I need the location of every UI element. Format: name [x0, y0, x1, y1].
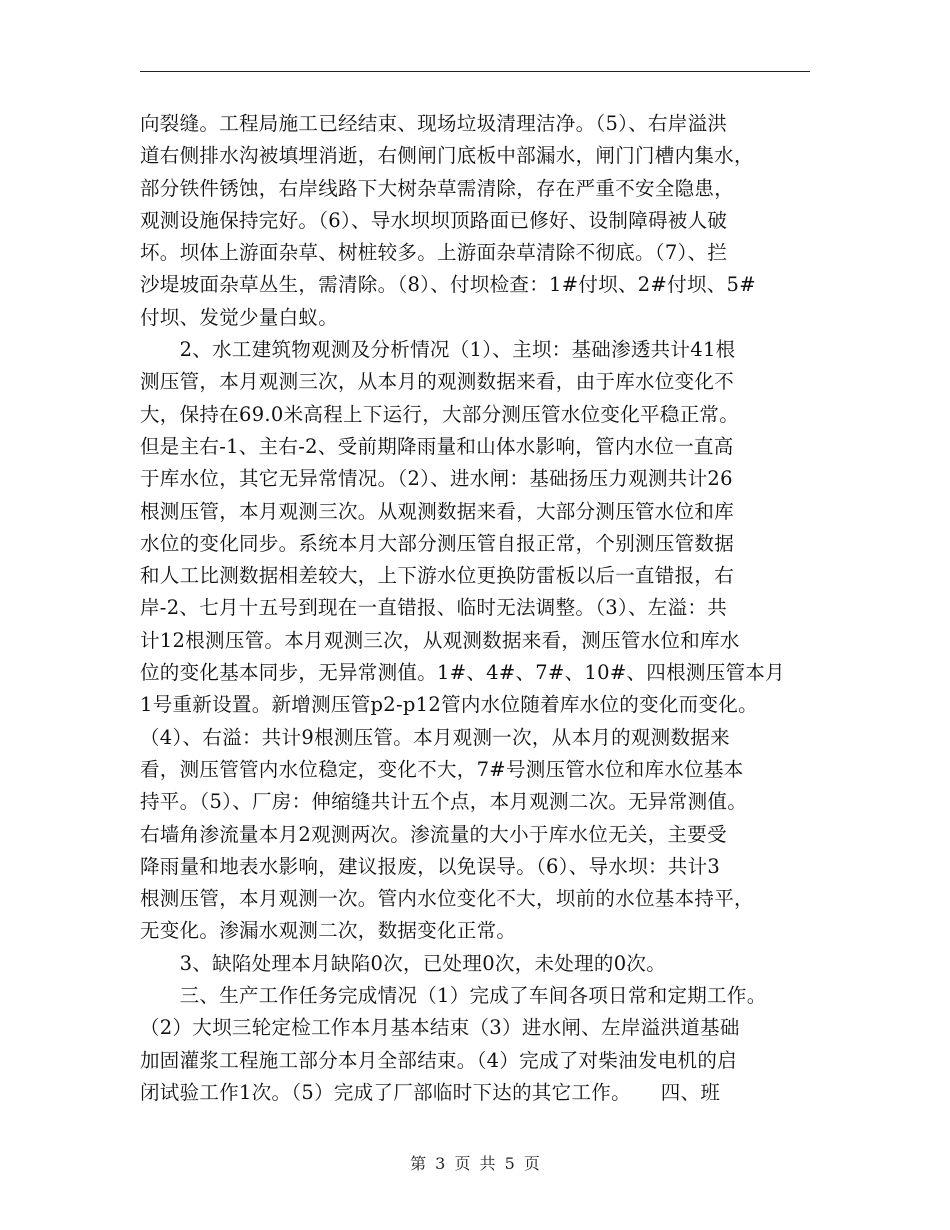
- text-line: 向裂缝。工程局施工已经结束、现场垃圾清理洁净。（5）、右岸溢洪: [140, 112, 728, 135]
- text-line: 1号重新设置。新增测压管p2-p12管内水位随着库水位的变化而变化。: [140, 693, 758, 717]
- text-line: 看，测压管管内水位稳定，变化不大，7#号测压管水位和库水位基本: [140, 757, 744, 781]
- text-line: 根测压管，本月观测三次。从观测数据来看，大部分测压管水位和库: [140, 499, 735, 523]
- text-line: 观测设施保持完好。（6）、导水坝坝顶路面已修好、设制障碍被人破: [140, 208, 728, 232]
- text-line: 但是主右-1、主右-2、受前期降雨量和山体水影响，管内水位一直高: [140, 434, 734, 458]
- text-line: 坏。坝体上游面杂草、树桩较多。上游面杂草清除不彻底。（7）、拦: [140, 241, 728, 265]
- text-line: （2）大坝三轮定检工作本月基本结束（3）进水闸、左岸溢洪道基础: [140, 1016, 740, 1040]
- text-line: 于库水位，其它无异常情况。（2）、进水闸：基础扬压力观测共计26: [140, 467, 733, 491]
- text-line: （4）、右溢：共计9根测压管。本月观测一次，从本月的观测数据来: [140, 725, 730, 749]
- text-line: 部分铁件锈蚀，右岸线路下大树杂草需清除，存在严重不安全隐患，: [140, 176, 735, 200]
- text-line: 付坝、发觉少量白蚁。: [140, 305, 339, 329]
- text-line: 岸-2、七月十五号到现在一直错报、临时无法调整。（3）、左溢：共: [140, 596, 728, 620]
- text-line: 三、生产工作任务完成情况（1）完成了车间各项日常和定期工作。: [140, 984, 767, 1008]
- text-line: 位的变化基本同步，无异常测值。1#、4#、7#、10#、四根测压管本月: [140, 661, 785, 685]
- text-line: 右墙角渗流量本月2观测两次。渗流量的大小于库水位无关，主要受: [140, 822, 727, 846]
- text-line: 降雨量和地表水影响，建议报废，以免误导。（6）、导水坝：共计3: [140, 854, 721, 878]
- text-line: 2、水工建筑物观测及分析情况（1）、主坝：基础渗透共计41根: [140, 338, 736, 362]
- text-line: 加固灌浆工程施工部分本月全部结束。（4）完成了对柴油发电机的启: [140, 1048, 737, 1072]
- text-line: 水位的变化同步。系统本月大部分测压管自报正常，个别测压管数据: [140, 531, 735, 555]
- document-body: [140, 108, 812, 1109]
- text-line: 测压管，本月观测三次，从本月的观测数据来看，由于库水位变化不: [140, 370, 735, 394]
- header-rule: [140, 71, 810, 72]
- text-line: 计12根测压管。本月观测三次，从观测数据来看，测压管水位和库水: [140, 628, 740, 652]
- text-line: 道右侧排水沟被填埋消逝，右侧闸门底板中部漏水，闸门门槽内集水，: [140, 144, 754, 168]
- text-line: 持平。（5）、厂房：伸缩缝共计五个点，本月观测二次。无异常测值。: [140, 790, 748, 814]
- text-line: 无变化。渗漏水观测二次，数据变化正常。: [140, 919, 517, 943]
- text-line: 沙堤坡面杂草丛生，需清除。（8）、付坝检查：1#付坝、2#付坝、5#: [140, 273, 756, 297]
- text-line: 和人工比测数据相差较大，上下游水位更换防雷板以后一直错报，右: [140, 564, 735, 588]
- text-line: 大，保持在69.0米高程上下运行，大部分测压管水位变化平稳正常。: [140, 402, 740, 426]
- text-line: 闭试验工作1次。（5）完成了厂部临时下达的其它工作。 四、班: [140, 1080, 721, 1104]
- text-line: 3、缺陷处理本月缺陷0次，已处理0次，未处理的0次。: [140, 951, 667, 975]
- text-line: 根测压管，本月观测一次。管内水位变化不大，坝前的水位基本持平，: [140, 887, 754, 911]
- page-footer: 第 3 页 共 5 页: [410, 1154, 540, 1173]
